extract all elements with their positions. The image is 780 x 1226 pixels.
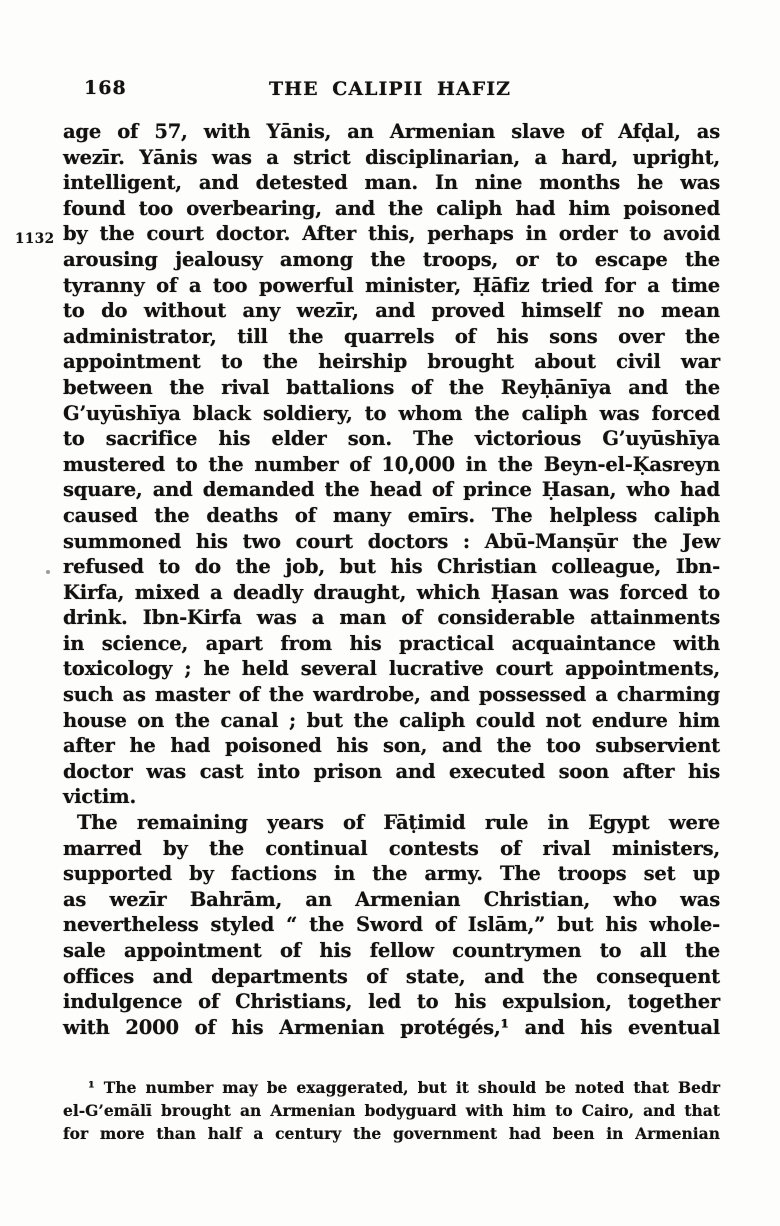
text-line: toxicology ; he held several lucrative court appointments, <box>63 657 720 681</box>
text-line: to sacrifice his elder son. The victorious G’uyūshīya <box>63 427 720 451</box>
text-line: to do without any wezīr, and proved himself no mean <box>63 299 720 323</box>
text-line: sale appointment of his fellow countrymen to all the <box>63 939 720 962</box>
text-line: nevertheless styled “ the Sword of Islām,” but his whole- <box>63 913 720 937</box>
margin-year-note: 1132 <box>15 231 55 247</box>
text-line: found too overbearing, and the caliph had him poisoned <box>63 196 720 220</box>
text-line: administrator, till the quarrels of his sons over the <box>63 324 720 348</box>
text-line: caused the deaths of many emīrs. The helpless caliph <box>63 503 720 527</box>
text-line: doctor was cast into prison and executed soon after his <box>63 759 720 783</box>
text-line: age of 57, with Yānis, an Armenian slave of Afḍal, as <box>63 120 720 143</box>
text-line: The remaining years of Fāṭimid rule in Egypt were <box>77 811 720 835</box>
text-line: intelligent, and detested man. In nine months he was <box>63 171 720 195</box>
text-line: tyranny of a too powerful minister, Ḥāfiz tried for a time <box>63 273 720 297</box>
text-line: appointment to the heirship brought about civil war <box>63 350 720 374</box>
text-line: refused to do the job, but his Christian colleague, Ibn- <box>63 555 720 579</box>
text-line: drink. Ibn-Kirfa was a man of considerable attainments <box>63 606 720 630</box>
text-line: in science, apart from his practical acquaintance with <box>63 631 720 655</box>
text-line: marred by the continual contests of rival ministers, <box>63 836 720 860</box>
page-number: 168 <box>84 77 127 99</box>
footnote <box>63 1076 720 1145</box>
text-line: indulgence of Christians, led to his expulsion, together <box>63 990 720 1014</box>
text-line: as wezīr Bahrām, an Armenian Christian, who was <box>63 887 720 911</box>
text-line: between the rival battalions of the Reyḥānīya and the <box>63 375 720 399</box>
body-text <box>63 119 720 1040</box>
running-header-title: THE CALIPII HAFIZ <box>269 78 511 100</box>
text-line: after he had poisoned his son, and the too subservient <box>63 734 720 758</box>
text-line: el-G’emālī brought an Armenian bodyguard with him to Cairo, and that <box>63 1101 720 1120</box>
scan-speck <box>46 570 50 574</box>
text-line: offices and departments of state, and the consequent <box>63 964 720 988</box>
paragraph-2 <box>63 810 720 1040</box>
text-line: wezīr. Yānis was a strict disciplinarian, a hard, upright, <box>63 145 720 169</box>
text-line: G’uyūshīya black soldiery, to whom the caliph was forced <box>63 401 720 425</box>
text-line: ¹ The number may be exaggerated, but it should be noted that Bedr <box>88 1078 720 1097</box>
text-line: victim. <box>63 785 137 809</box>
text-line: mustered to the number of 10,000 in the Beyn-el-Ḳasreyn <box>63 452 720 476</box>
text-line: Kirfa, mixed a deadly draught, which Ḥasan was forced to <box>63 580 720 604</box>
text-line: supported by factions in the army. The troops set up <box>63 862 720 886</box>
text-line: square, and demanded the head of prince Ḥasan, who had <box>63 478 720 502</box>
text-line: such as master of the wardrobe, and possessed a charming <box>63 683 720 707</box>
paragraph-1 <box>63 119 720 810</box>
text-line: by the court doctor. After this, perhaps in order to avoid <box>63 222 720 246</box>
text-line: summoned his two court doctors : Abū-Manṣūr the Jew <box>63 529 720 553</box>
text-line: arousing jealousy among the troops, or to escape the <box>63 247 720 271</box>
text-line: house on the canal ; but the caliph could not endure him <box>63 708 720 732</box>
text-line: for more than half a century the government had been in Armenian <box>63 1124 720 1143</box>
text-line: with 2000 of his Armenian protégés,¹ and his eventual <box>63 1015 720 1039</box>
